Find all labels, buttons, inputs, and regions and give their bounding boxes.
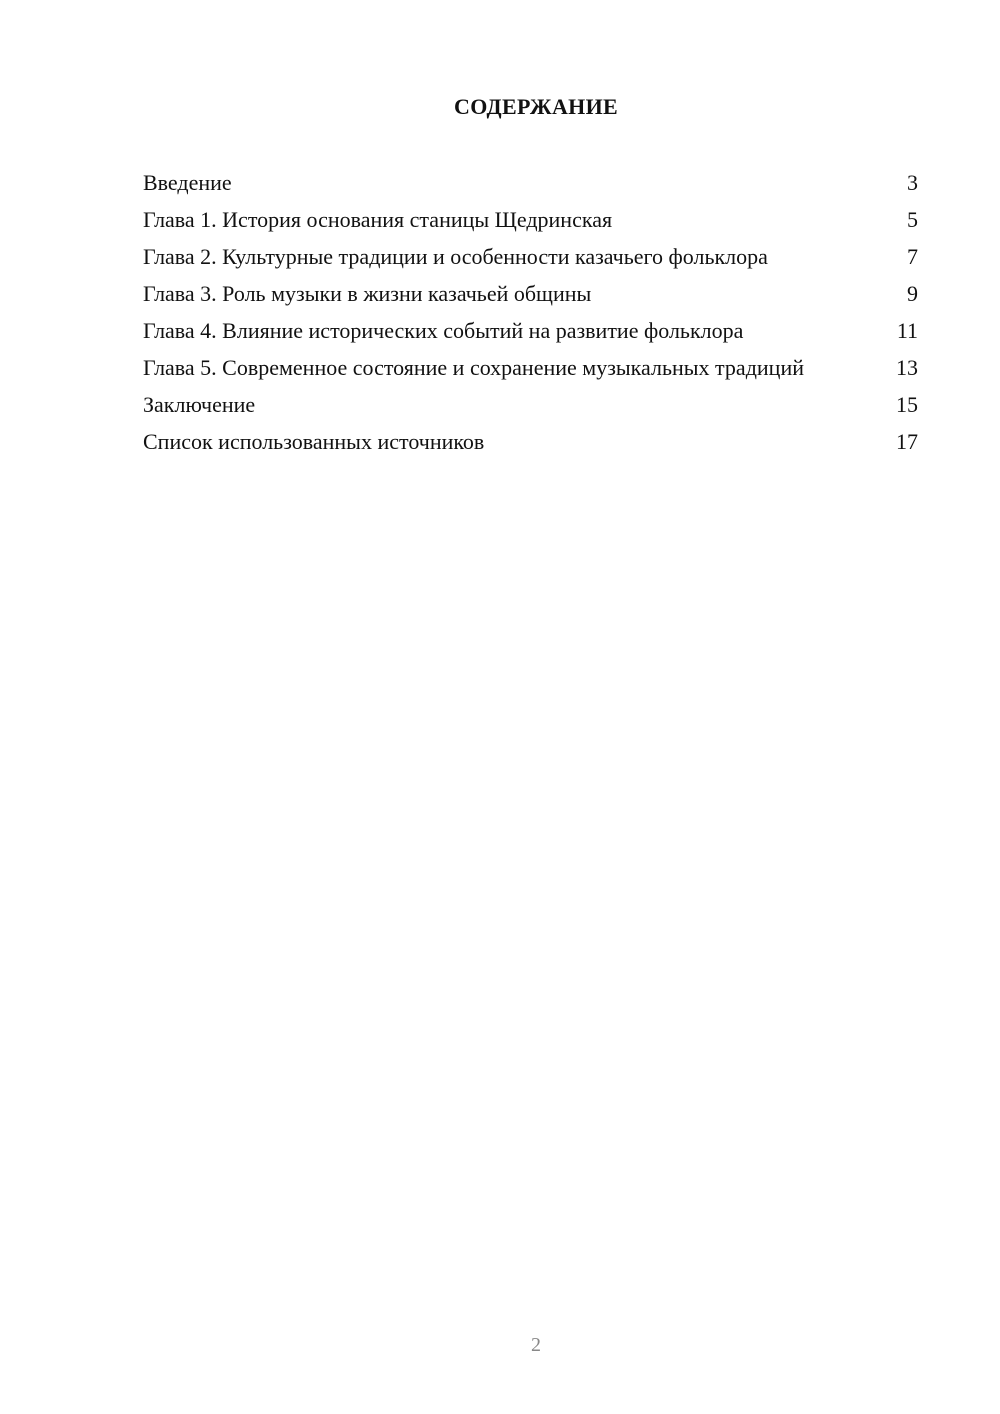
toc-entry[interactable] [143,280,918,307]
toc-entry-page: 7 [907,244,918,269]
toc-entry[interactable] [143,391,918,418]
toc-entry-title: Введение [143,170,232,195]
toc-entry-title: Глава 3. Роль музыки в жизни казачьей общины [143,281,592,306]
toc-entry-title: Заключение [143,392,256,417]
toc-entry[interactable] [143,206,918,233]
toc-entry[interactable] [143,317,918,344]
toc-entry[interactable] [143,169,918,196]
toc-entry-page: 5 [907,207,918,232]
toc-entry-page: 15 [896,392,918,417]
toc-entry-title: Глава 4. Влияние исторических событий на развитие фольклора [143,318,744,343]
toc-entry-title: Глава 5. Современное состояние и сохранение музыкальных традиций [143,355,804,380]
toc-entry-page: 13 [896,355,918,380]
toc-list [143,169,918,465]
toc-heading: СОДЕРЖАНИЕ [454,94,618,119]
toc-entry[interactable] [143,243,918,270]
page-number: 2 [531,1334,541,1356]
toc-entry[interactable] [143,428,918,455]
toc-entry-page: 17 [896,429,918,454]
toc-entry-page: 11 [896,318,918,343]
toc-entry-page: 3 [907,170,918,195]
toc-entry[interactable] [143,354,918,381]
toc-entry-page: 9 [907,281,918,306]
toc-entry-title: Глава 2. Культурные традиции и особенности казачьего фольклора [143,244,768,269]
toc-entry-title: Список использованных источников [143,429,485,454]
toc-entry-title: Глава 1. История основания станицы Щедринская [143,207,613,232]
